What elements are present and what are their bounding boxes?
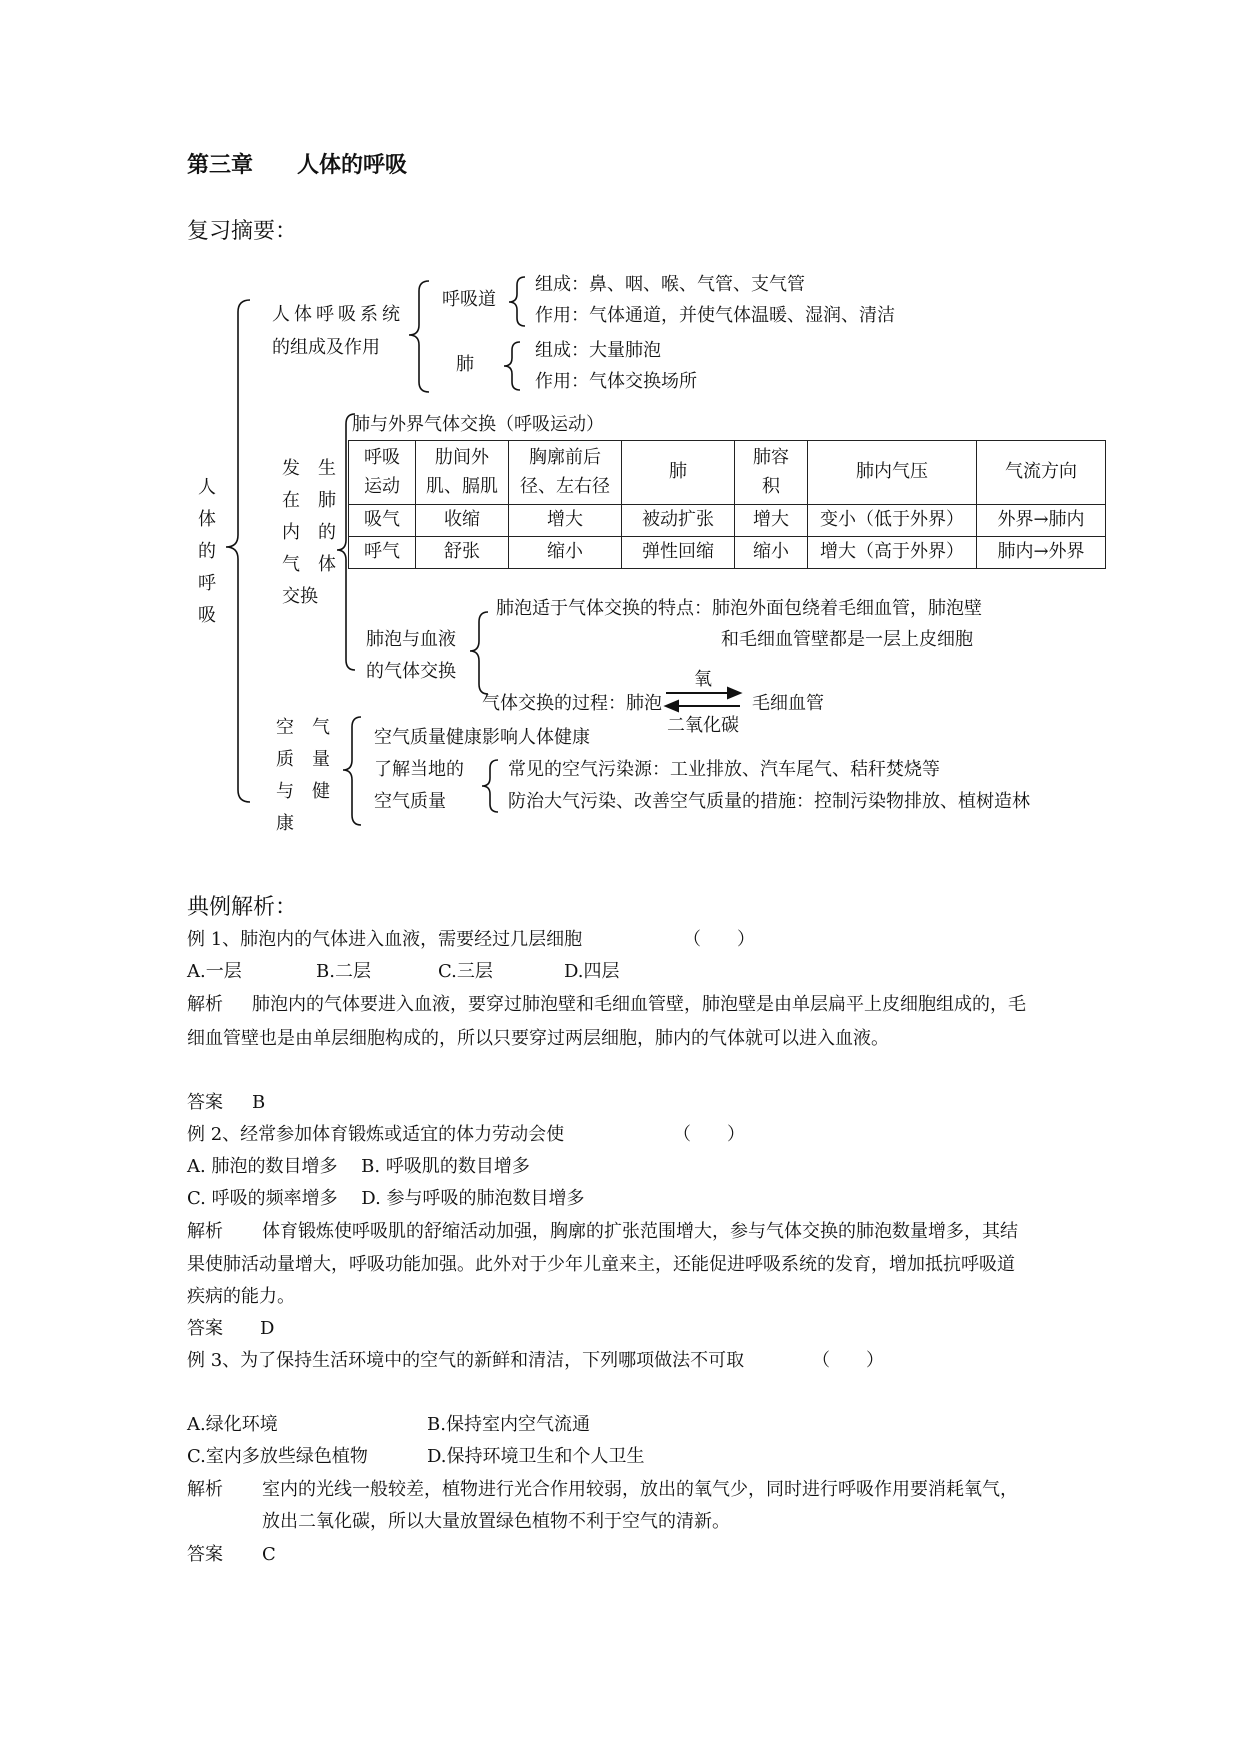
system-brace — [409, 281, 429, 392]
ex3-question: 例 3、为了保持生活环境中的空气的新鲜和清洁，下列哪项做法不可取 — [187, 1350, 745, 1371]
ex1-paren: （ ） — [683, 929, 755, 950]
local-brace — [482, 760, 498, 812]
table-row — [349, 537, 1106, 569]
ex2-answer-label: 答案 — [187, 1318, 223, 1339]
airway-brace — [509, 277, 525, 326]
table-header-row — [349, 441, 1106, 505]
header-cell: 呼吸运动 — [349, 441, 416, 505]
header-cell: 肋间外肌、膈肌 — [416, 441, 509, 505]
table-cell: 缩小 — [735, 537, 808, 569]
ex2-options-ab: A. 肺泡的数目增多 B. 呼吸肌的数目增多 — [187, 1156, 530, 1177]
system-label-line2: 的组成及作用 — [272, 337, 380, 358]
respiration-title: 肺与外界气体交换（呼吸运动） — [352, 414, 604, 435]
lung-function: 作用：气体交换场所 — [535, 371, 697, 392]
table-cell: 变小（低于外界） — [808, 505, 977, 537]
blood-brace — [470, 612, 488, 694]
respiration-table — [348, 440, 1106, 569]
ex1-answer: B — [252, 1092, 266, 1113]
ex1-option-c: C.三层 — [438, 961, 493, 982]
alveoli-feature-line2: 和毛细血管壁都是一层上皮细胞 — [721, 629, 973, 650]
local-air-label-line1: 了解当地的 — [374, 759, 464, 780]
ex3-paren: （ ） — [812, 1350, 884, 1371]
blood-label-line1: 肺泡与血液 — [366, 629, 456, 650]
oxygen-label: 氧 — [694, 669, 712, 690]
table-cell: 增大（高于外界） — [808, 537, 977, 569]
main-brace — [226, 300, 250, 802]
airway-label: 呼吸道 — [442, 289, 496, 310]
ex3-option-a: A.绿化环境 — [187, 1414, 278, 1435]
table-cell: 舒张 — [416, 537, 509, 569]
ex1-option-b: B.二层 — [316, 961, 371, 982]
ex2-analysis-label: 解析 — [187, 1221, 223, 1242]
local-air-label-line2: 空气质量 — [374, 791, 446, 812]
airway-composition: 组成：鼻、咽、喉、气管、支气管 — [535, 274, 805, 295]
header-cell: 肺内气压 — [808, 441, 977, 505]
ex2-answer: D — [260, 1318, 275, 1339]
table-cell: 外界→肺内 — [977, 505, 1106, 537]
lung-label: 肺 — [456, 354, 474, 375]
table-cell: 被动扩张 — [622, 505, 735, 537]
airway-function: 作用：气体通道，并使气体温暖、湿润、清洁 — [535, 305, 895, 326]
page-title: 第三章 人体的呼吸 — [187, 153, 408, 178]
blood-label-line2: 的气体交换 — [366, 661, 456, 682]
exchange-label: 发 生 在 肺 内 的 气 体 交换 — [282, 458, 336, 607]
table-cell: 吸气 — [349, 505, 416, 537]
pollution-measures: 防治大气污染、改善空气质量的措施：控制污染物排放、植树造林 — [508, 791, 1030, 812]
ex2-paren: （ ） — [673, 1124, 745, 1145]
root-label: 人 体 的 呼 吸 — [198, 477, 216, 626]
exchange-arrows — [666, 688, 740, 711]
header-cell: 肺容积 — [735, 441, 808, 505]
ex3-option-b: B.保持室内空气流通 — [427, 1414, 590, 1435]
capillary-label: 毛细血管 — [752, 693, 824, 714]
table-cell: 呼气 — [349, 537, 416, 569]
header-cell: 肺 — [622, 441, 735, 505]
table-cell: 肺内→外界 — [977, 537, 1106, 569]
table-cell: 弹性回缩 — [622, 537, 735, 569]
table-cell: 增大 — [735, 505, 808, 537]
air-quality-label: 空 气 质 量 与 健 康 — [276, 717, 330, 834]
lung-composition: 组成：大量肺泡 — [535, 340, 661, 361]
exchange-process-label: 气体交换的过程：肺泡 — [482, 693, 662, 714]
lung-brace — [504, 342, 520, 390]
table-cell: 缩小 — [509, 537, 622, 569]
header-cell: 气流方向 — [977, 441, 1106, 505]
system-label-line1: 人体呼吸系统 — [272, 304, 404, 325]
ex2-analysis-line3: 疾病的能力。 — [187, 1286, 295, 1307]
alveoli-feature-line1: 肺泡适于气体交换的特点：肺泡外面包绕着毛细血管，肺泡壁 — [496, 598, 982, 619]
header-cell: 胸廓前后径、左右径 — [509, 441, 622, 505]
ex1-analysis-line2: 细血管壁也是由单层细胞构成的，所以只要穿过两层细胞，肺内的气体就可以进入血液。 — [187, 1028, 889, 1049]
ex2-analysis-line2: 果使肺活动量增大，呼吸功能加强。此外对于少年儿童来主，还能促进呼吸系统的发育，增加抵抗呼吸道 — [187, 1254, 1015, 1275]
ex3-answer-label: 答案 — [187, 1544, 223, 1565]
ex1-analysis-label: 解析 — [187, 994, 223, 1015]
ex3-option-c: C.室内多放些绿色植物 — [187, 1446, 368, 1467]
ex2-options-cd: C. 呼吸的频率增多 D. 参与呼吸的肺泡数目增多 — [187, 1188, 585, 1209]
air-quality-item1: 空气质量健康影响人体健康 — [374, 727, 590, 748]
examples-heading: 典例解析： — [187, 895, 298, 920]
table-cell: 增大 — [509, 505, 622, 537]
pollution-sources: 常见的空气污染源：工业排放、汽车尾气、秸秆焚烧等 — [508, 759, 940, 780]
ex1-answer-label: 答案 — [187, 1092, 223, 1113]
review-heading: 复习摘要： — [187, 219, 298, 244]
ex1-option-a: A.一层 — [187, 961, 242, 982]
air-brace — [343, 717, 361, 825]
ex3-analysis-label: 解析 — [187, 1479, 223, 1500]
ex3-answer: C — [262, 1544, 276, 1565]
ex2-question: 例 2、经常参加体育锻炼或适宜的体力劳动会使 — [187, 1124, 565, 1145]
ex2-analysis-line1: 体育锻炼使呼吸肌的舒缩活动加强，胸廓的扩张范围增大，参与气体交换的肺泡数量增多，其结 — [262, 1221, 1018, 1242]
table-row — [349, 505, 1106, 537]
ex3-analysis-line1: 室内的光线一般较差，植物进行光合作用较弱，放出的氧气少，同时进行呼吸作用要消耗氧气， — [262, 1479, 1018, 1500]
ex3-option-d: D.保持环境卫生和个人卫生 — [427, 1446, 645, 1467]
ex3-analysis-line2: 放出二氧化碳，所以大量放置绿色植物不利于空气的清新。 — [262, 1511, 730, 1532]
ex1-option-d: D.四层 — [564, 961, 620, 982]
table-cell: 收缩 — [416, 505, 509, 537]
ex1-analysis-line1: 肺泡内的气体要进入血液，要穿过肺泡壁和毛细血管壁，肺泡壁是由单层扁平上皮细胞组成的，毛 — [252, 994, 1026, 1015]
ex1-question: 例 1、肺泡内的气体进入血液，需要经过几层细胞 — [187, 929, 583, 950]
co2-label: 二氧化碳 — [667, 715, 739, 736]
